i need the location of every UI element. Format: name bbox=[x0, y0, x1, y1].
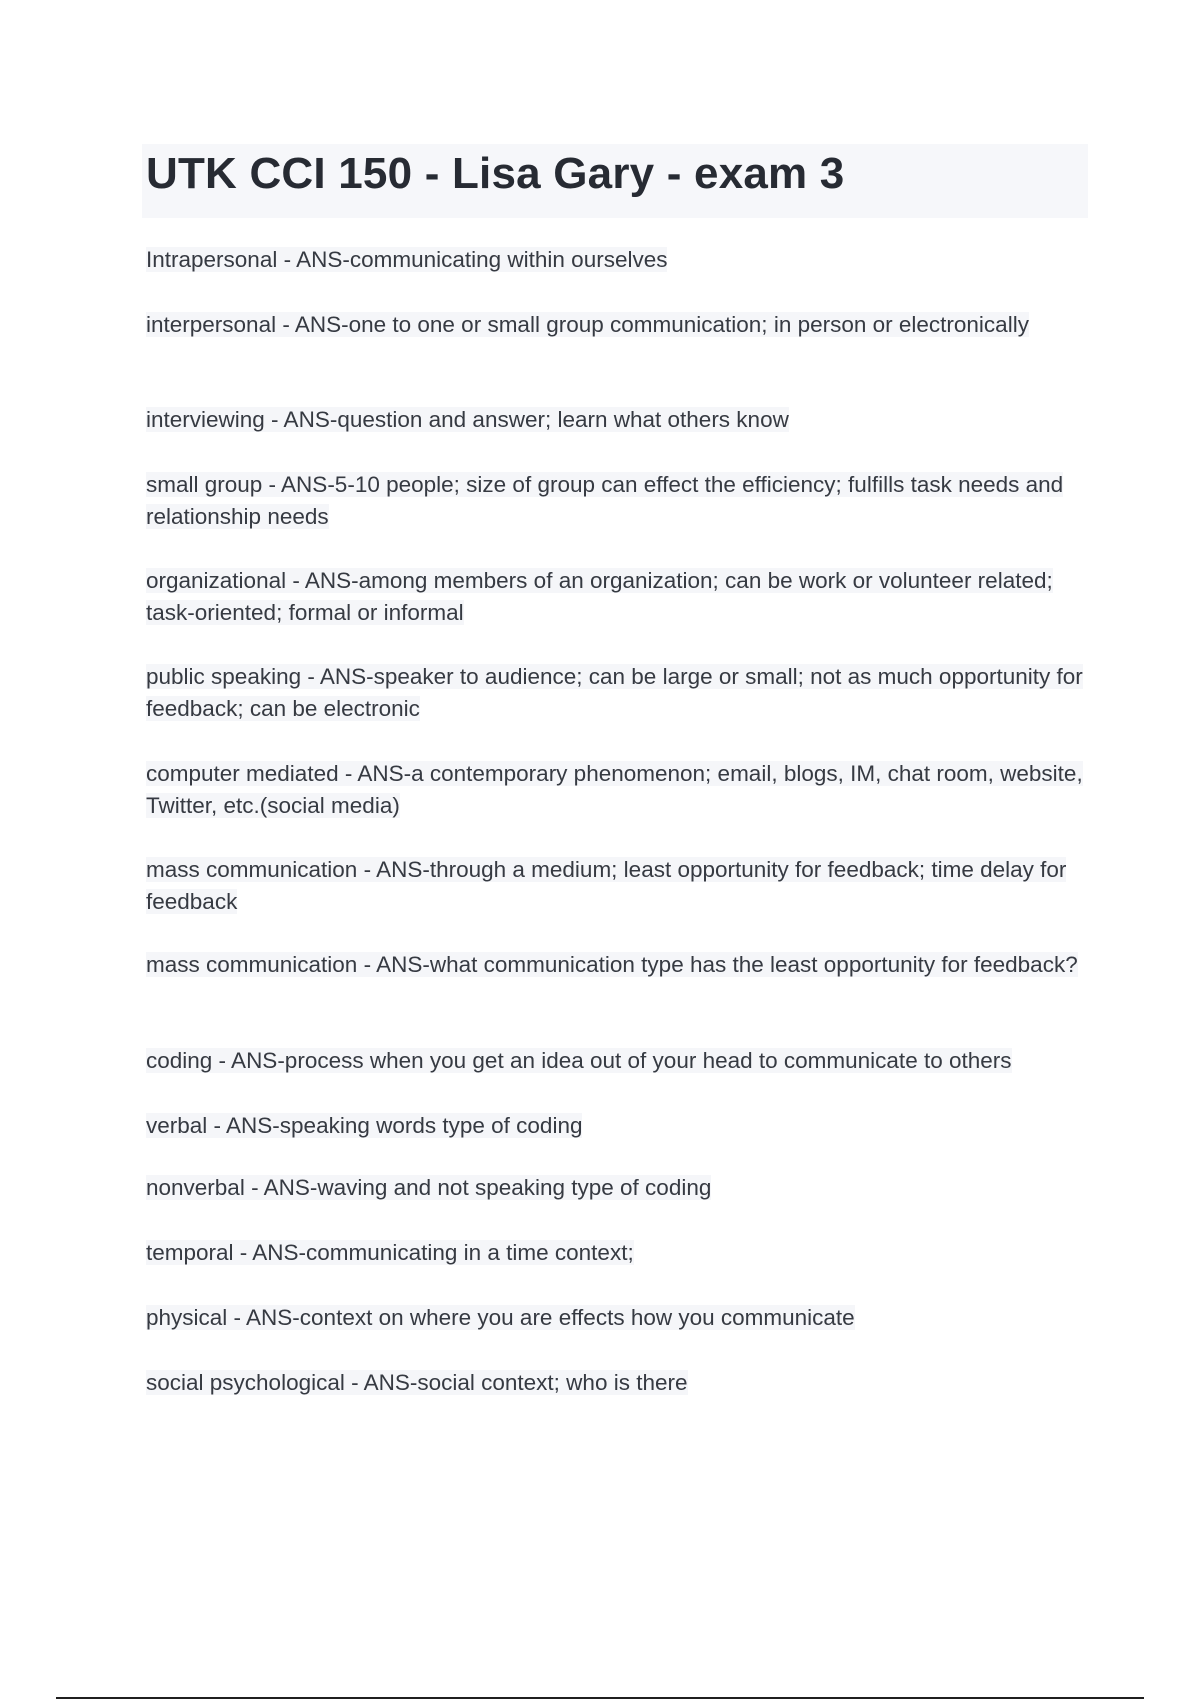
document-title: UTK CCI 150 - Lisa Gary - exam 3 bbox=[146, 149, 845, 198]
flashcard-entry bbox=[146, 1237, 1086, 1269]
footer-divider bbox=[56, 1697, 1144, 1699]
entry-text: temporal - ANS-communicating in a time context; bbox=[146, 1240, 634, 1265]
entry-text: Intrapersonal - ANS-communicating within ourselves bbox=[146, 247, 668, 272]
entry-text: computer mediated - ANS-a contemporary phenomenon; email, blogs, IM, chat room, website, Twitter, etc.(social media) bbox=[146, 761, 1083, 818]
entry-text: physical - ANS-context on where you are effects how you communicate bbox=[146, 1305, 855, 1330]
entry-text: organizational - ANS-among members of an organization; can be work or volunteer related; task-oriented; formal or informal bbox=[146, 568, 1053, 625]
entry-text: nonverbal - ANS-waving and not speaking type of coding bbox=[146, 1175, 712, 1200]
entry-text: interviewing - ANS-question and answer; learn what others know bbox=[146, 407, 789, 432]
entry-text: mass communication - ANS-through a medium; least opportunity for feedback; time delay for feedback bbox=[146, 857, 1067, 914]
flashcard-entry bbox=[146, 244, 1086, 276]
flashcard-entry bbox=[146, 1172, 1086, 1204]
flashcard-entry bbox=[146, 309, 1086, 341]
flashcard-entry bbox=[146, 854, 1086, 918]
flashcard-entry bbox=[146, 1302, 1086, 1334]
flashcard-entry bbox=[146, 661, 1086, 725]
flashcard-entry bbox=[146, 1367, 1086, 1399]
entry-text: social psychological - ANS-social context; who is there bbox=[146, 1370, 688, 1395]
flashcard-entry bbox=[146, 758, 1086, 822]
entry-text: verbal - ANS-speaking words type of coding bbox=[146, 1113, 583, 1138]
flashcard-entry bbox=[146, 1045, 1086, 1077]
entry-text: coding - ANS-process when you get an idea out of your head to communicate to others bbox=[146, 1048, 1012, 1073]
entry-text: interpersonal - ANS-one to one or small group communication; in person or electronically bbox=[146, 312, 1029, 337]
flashcard-entry bbox=[146, 404, 1086, 436]
flashcard-entry bbox=[146, 469, 1086, 533]
entry-text: small group - ANS-5-10 people; size of group can effect the efficiency; fulfills task needs and relationship needs bbox=[146, 472, 1064, 529]
flashcard-entry bbox=[146, 1110, 1086, 1142]
entry-text: public speaking - ANS-speaker to audience; can be large or small; not as much opportunity for feedback; can be electronic bbox=[146, 664, 1083, 721]
flashcard-entry bbox=[146, 565, 1086, 629]
flashcard-entry bbox=[146, 949, 1086, 981]
entry-text: mass communication - ANS-what communication type has the least opportunity for feedback? bbox=[146, 952, 1078, 977]
